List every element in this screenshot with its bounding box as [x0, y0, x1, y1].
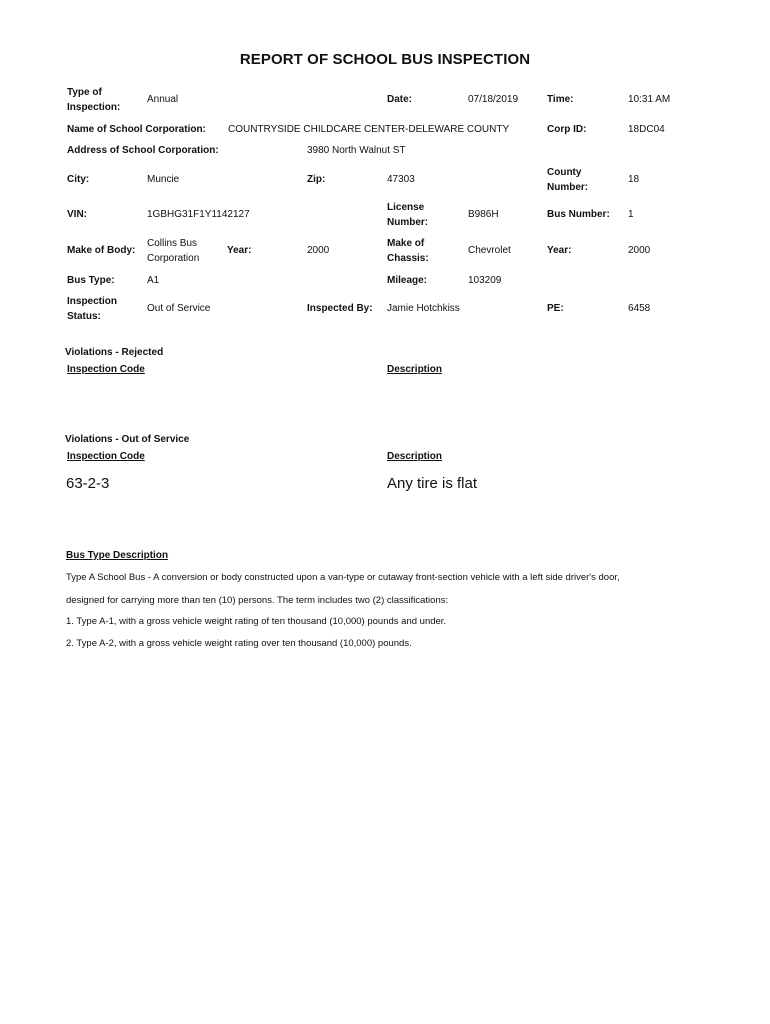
city-value: Muncie — [147, 174, 180, 185]
pe-value: 6458 — [628, 303, 651, 314]
county-number-value: 18 — [628, 174, 640, 185]
classification-item: 1. Type A-1, with a gross vehicle weight rating of ten thousand (10,000) pounds and under. — [66, 616, 447, 627]
make-of-body-value — [147, 237, 199, 266]
label-line-1: Type of — [67, 87, 102, 98]
time-label: Time: — [547, 94, 574, 105]
make-of-chassis-value: Chevrolet — [468, 245, 511, 256]
label-line-1: Inspection — [67, 296, 118, 307]
violations-out-of-service-heading: Violations - Out of Service — [65, 434, 190, 445]
date-label: Date: — [387, 94, 413, 105]
school-corporation-value: COUNTRYSIDE CHILDCARE CENTER-DELEWARE COUNTY — [228, 124, 510, 135]
mileage-value: 103209 — [468, 275, 502, 286]
zip-value: 47303 — [387, 174, 415, 185]
vin-label: VIN: — [67, 209, 87, 220]
bus-number-label: Bus Number: — [547, 209, 610, 220]
description-line: designed for carrying more than ten (10) persons. The term includes two (2) classifications: — [66, 595, 449, 606]
value-line-1: Collins Bus — [147, 238, 198, 249]
address-label: Address of School Corporation: — [67, 145, 219, 156]
inspected-by-label: Inspected By: — [307, 303, 373, 314]
oos-description-header: Description — [387, 451, 443, 462]
label-line-2: Status: — [67, 310, 101, 322]
label-line-2: Number: — [547, 181, 589, 193]
corp-id-label: Corp ID: — [547, 124, 587, 135]
time-value: 10:31 AM — [628, 94, 671, 105]
city-label: City: — [67, 174, 90, 185]
address-value: 3980 North Walnut ST — [307, 145, 406, 156]
violation-description: Any tire is flat — [387, 475, 478, 492]
bus-type-label: Bus Type: — [67, 275, 115, 286]
inspected-by-value: Jamie Hotchkiss — [387, 303, 460, 314]
label-line-2: Inspection: — [67, 101, 121, 113]
inspection-status-label — [67, 295, 117, 324]
chassis-year-label: Year: — [547, 245, 572, 256]
bus-type-value: A1 — [147, 275, 160, 286]
vin-value: 1GBHG31F1Y1142127 — [147, 209, 250, 220]
inspection-status-value: Out of Service — [147, 303, 211, 314]
license-number-label — [387, 201, 428, 230]
description-line: Type A School Bus - A conversion or body constructed upon a van-type or cutaway front-section vehicle with a left side driver's door, — [66, 572, 620, 583]
label-line-1: License — [387, 202, 425, 213]
county-number-label — [547, 166, 588, 195]
label-line-1: Make of — [387, 238, 425, 249]
bus-type-description-heading: Bus Type Description — [66, 550, 169, 561]
value-line-2: Corporation — [147, 252, 200, 264]
body-year-value: 2000 — [307, 245, 330, 256]
make-of-chassis-label — [387, 237, 429, 266]
make-of-body-label: Make of Body: — [67, 245, 136, 256]
label-line-2: Chassis: — [387, 252, 429, 264]
bus-number-value: 1 — [628, 209, 634, 220]
pe-label: PE: — [547, 303, 564, 314]
mileage-label: Mileage: — [387, 275, 428, 286]
rejected-description-header: Description — [387, 364, 443, 375]
violations-rejected-heading: Violations - Rejected — [65, 347, 164, 358]
violation-code: 63-2-3 — [66, 475, 110, 492]
label-line-1: County — [547, 167, 582, 178]
school-corporation-label: Name of School Corporation: — [67, 124, 206, 135]
zip-label: Zip: — [307, 174, 326, 185]
label-line-2: Number: — [387, 216, 429, 228]
classification-item: 2. Type A-2, with a gross vehicle weight rating over ten thousand (10,000) pounds. — [66, 638, 412, 649]
type-of-inspection-label — [67, 86, 120, 115]
page-title: REPORT OF SCHOOL BUS INSPECTION — [239, 51, 531, 68]
body-year-label: Year: — [227, 245, 252, 256]
license-number-value: B986H — [468, 209, 499, 220]
chassis-year-value: 2000 — [628, 245, 651, 256]
corp-id-value: 18DC04 — [628, 124, 665, 135]
date-value: 07/18/2019 — [468, 94, 519, 105]
oos-code-header: Inspection Code — [67, 451, 145, 462]
rejected-code-header: Inspection Code — [67, 364, 145, 375]
type-of-inspection-value: Annual — [147, 94, 179, 105]
